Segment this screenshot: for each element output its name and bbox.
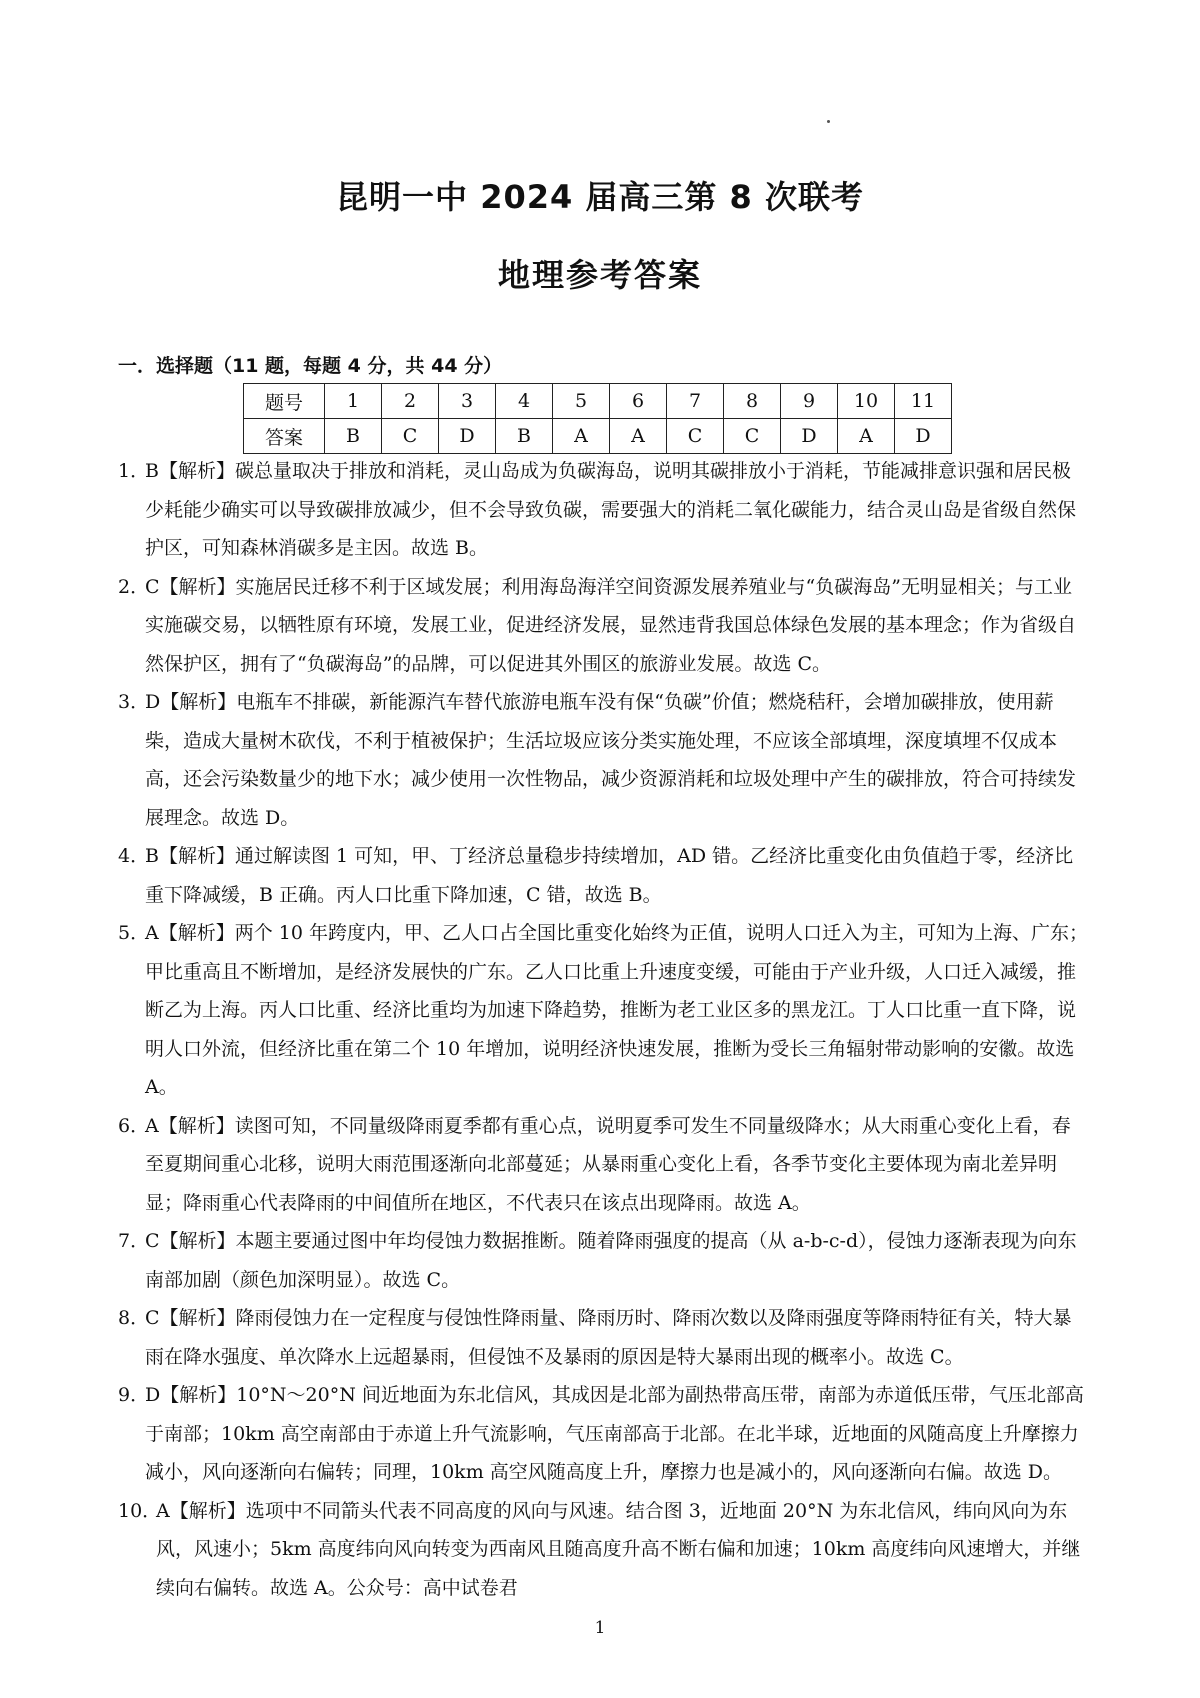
question-number: 9 [781,384,838,419]
item-number: 8． [118,1307,150,1329]
explanation-item [118,1376,1088,1492]
answer-table-number-row [244,384,952,419]
item-number: 4． [118,845,150,867]
item-text: D【解析】电瓶车不排碳，新能源汽车替代旅游电瓶车没有保“负碳”价值；燃烧秸秆，会增加碳排放，使用薪柴，造成大量树木砍伐，不利于植被保护；生活垃圾应该分类实施处理，不应该全部填埋，深度填埋不仅成本高，还会污染数量少的地下水；减少使用一次性物品，减少资源消耗和垃圾处理中产生的碳排放，符合可持续发展理念。故选 D。 [145,691,1077,829]
item-text: D【解析】10°N～20°N 间近地面为东北信风，其成因是北部为副热带高压带，南部为赤道低压带，气压北部高于南部；10km 高空南部由于赤道上升气流影响，气压南部高于北部。在北半球，近地面的风随高度上升摩擦力减小，风向逐渐向右偏转；同理，10km 高空风随高度上升，摩擦力也是减小的，风向逐渐向右偏。故选 D。 [145,1384,1084,1483]
item-number: 9． [118,1384,150,1406]
item-number: 5． [118,922,150,944]
scan-dot [827,120,830,123]
answer-table [243,383,952,454]
answer-cell: A [838,419,895,454]
explanation-item [118,1222,1088,1299]
question-number: 5 [553,384,610,419]
item-number: 6． [118,1114,150,1137]
item-number: 10． [118,1499,162,1522]
item-number: 1． [118,460,150,482]
item-text: A【解析】选项中不同箭头代表不同高度的风向与风速。结合图 3，近地面 20°N 为东北信风，纬向风向为东风，风速小；5km 高度纬向风向转变为西南风且随高度升高不断右偏和加速；10km 高度纬向风速增大，并继续向右偏转。故选 A。公众号：高中试卷君 [156,1499,1081,1599]
question-number: 8 [724,384,781,419]
item-text: B【解析】碳总量取决于排放和消耗，灵山岛成为负碳海岛，说明其碳排放小于消耗，节能减排意识强和居民极少耗能少确实可以导致碳排放减少，但不会导致负碳，需要强大的消耗二氧化碳能力，结合灵山岛是省级自然保护区，可知森林消碳多是主因。故选 B。 [145,460,1077,559]
row-label-number: 题号 [244,384,325,419]
explanation-item [118,683,1088,837]
explanation-item [118,1107,1088,1223]
answer-cell: C [724,419,781,454]
explanation-item [118,837,1088,914]
answer-cell: C [382,419,439,454]
answer-cell: A [610,419,667,454]
answer-cell: A [553,419,610,454]
page-number: 1 [594,1618,606,1638]
answer-cell: C [667,419,724,454]
question-number: 6 [610,384,667,419]
item-text: A【解析】两个 10 年跨度内，甲、乙人口占全国比重变化始终为正值，说明人口迁入为主，可知为上海、广东；甲比重高且不断增加，是经济发展快的广东。乙人口比重上升速度变缓，可能由于产业升级，人口迁入减缓，推断乙为上海。丙人口比重、经济比重均为加速下降趋势，推断为老工业区多的黑龙江。丁人口比重一直下降，说明人口外流，但经济比重在第二个 10 年增加，说明经济快速发展，推断为受长三角辐射带动影响的安徽。故选 A。 [145,922,1088,1098]
answer-cell: D [895,419,952,454]
question-number: 1 [325,384,382,419]
document-subtitle: 地理参考答案 [497,256,702,294]
answer-cell: B [496,419,553,454]
question-number: 10 [838,384,895,419]
item-text: A【解析】读图可知，不同量级降雨夏季都有重心点，说明夏季可发生不同量级降水；从大雨重心变化上看，春至夏期间重心北移，说明大雨范围逐渐向北部蔓延；从暴雨重心变化上看，各季节变化主要体现为南北差异明显；降雨重心代表降雨的中间值所在地区，不代表只在该点出现降雨。故选 A。 [145,1114,1071,1214]
item-number: 7． [118,1230,150,1252]
item-number: 2． [118,575,150,598]
section-heading: 一．选择题（11 题，每题 4 分，共 44 分） [118,355,503,377]
explanation-item [118,452,1088,568]
item-text: C【解析】实施居民迁移不利于区域发展；利用海岛海洋空间资源发展养殖业与“负碳海岛”无明显相关；与工业实施碳交易，以牺牲原有环境，发展工业，促进经济发展，显然违背我国总体绿色发展的基本理念；作为省级自然保护区，拥有了“负碳海岛”的品牌，可以促进其外围区的旅游业发展。故选 C。 [145,575,1077,675]
answer-cell: D [781,419,838,454]
row-label-answer: 答案 [244,419,325,454]
explanation-list [118,452,1088,1607]
answer-table-answer-row [244,419,952,454]
question-number: 11 [895,384,952,419]
item-text: C【解析】本题主要通过图中年均侵蚀力数据推断。随着降雨强度的提高（从 a-b-c-d），侵蚀力逐渐表现为向东南部加剧（颜色加深明显）。故选 C。 [145,1230,1077,1291]
question-number: 3 [439,384,496,419]
explanation-item [118,914,1088,1107]
item-number: 3． [118,691,150,713]
answer-cell: B [325,419,382,454]
answer-cell: D [439,419,496,454]
document-title: 昆明一中 2024 届高三第 8 次联考 [336,178,864,216]
question-number: 4 [496,384,553,419]
question-number: 7 [667,384,724,419]
explanation-item [118,568,1088,684]
item-text: B【解析】通过解读图 1 可知，甲、丁经济总量稳步持续增加，AD 错。乙经济比重变化由负值趋于零，经济比重下降减缓，B 正确。丙人口比重下降加速，C 错，故选 B。 [145,845,1074,906]
explanation-item [118,1299,1088,1376]
question-number: 2 [382,384,439,419]
explanation-item [118,1492,1088,1608]
item-text: C【解析】降雨侵蚀力在一定程度与侵蚀性降雨量、降雨历时、降雨次数以及降雨强度等降雨特征有关，特大暴雨在降水强度、单次降水上远超暴雨，但侵蚀不及暴雨的原因是特大暴雨出现的概率小。故选 C。 [145,1307,1072,1368]
